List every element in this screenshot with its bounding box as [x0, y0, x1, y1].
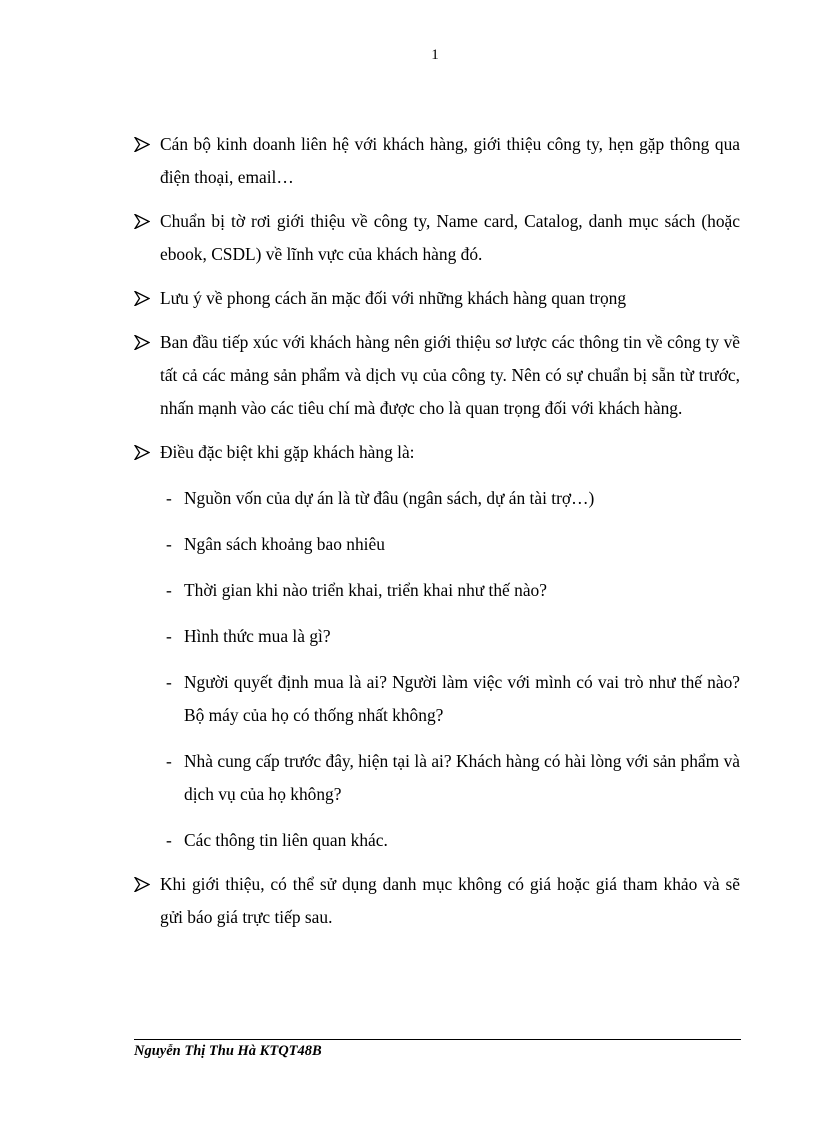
bullet-text: Cán bộ kinh doanh liên hệ với khách hàng, giới thiệu công ty, hẹn gặp thông qua điện thoại, email… [160, 134, 740, 187]
bullet-text: Khi giới thiệu, có thể sử dụng danh mục không có giá hoặc giá tham khảo và sẽ gửi báo giá trực tiếp sau. [160, 874, 740, 927]
sub-item-text: Người quyết định mua là ai? Người làm việc với mình có vai trò như thế nào? Bộ máy của họ có thống nhất không? [184, 672, 740, 725]
dash-marker: - [166, 672, 172, 692]
dash-marker: - [166, 830, 172, 850]
sub-item [164, 666, 740, 732]
bullet-item [134, 436, 740, 469]
dash-marker: - [166, 751, 172, 771]
arrow-bullet-icon [134, 335, 150, 350]
arrow-bullet-icon [134, 877, 150, 892]
bullet-item [134, 868, 740, 934]
bullet-item [134, 326, 740, 425]
sub-item-text: Hình thức mua là gì? [184, 626, 331, 646]
dash-marker: - [166, 534, 172, 554]
sub-item-text: Nguồn vốn của dự án là từ đâu (ngân sách, dự án tài trợ…) [184, 488, 595, 508]
sub-item-text: Thời gian khi nào triển khai, triển khai như thế nào? [184, 580, 547, 600]
document-body [134, 128, 740, 934]
bullet-text: Điều đặc biệt khi gặp khách hàng là: [160, 442, 415, 462]
sub-item [164, 528, 740, 561]
bullet-text: Lưu ý về phong cách ăn mặc đối với những khách hàng quan trọng [160, 288, 627, 308]
sub-item-text: Ngân sách khoảng bao nhiêu [184, 534, 385, 554]
sub-item [164, 574, 740, 607]
dash-marker: - [166, 488, 172, 508]
sub-item [164, 824, 740, 857]
arrow-bullet-icon [134, 445, 150, 460]
arrow-bullet-icon [134, 291, 150, 306]
sub-item [164, 745, 740, 811]
dash-marker: - [166, 580, 172, 600]
page-number: 1 [431, 47, 439, 63]
arrow-bullet-icon [134, 137, 150, 152]
bullet-item [134, 128, 740, 194]
footer-divider [134, 1039, 741, 1040]
sub-item [164, 482, 740, 515]
arrow-bullet-icon [134, 214, 150, 229]
bullet-item [134, 282, 740, 315]
sub-item-text: Nhà cung cấp trước đây, hiện tại là ai? Khách hàng có hài lòng với sản phẩm và dịch vụ của họ không? [184, 751, 740, 804]
sub-item [164, 620, 740, 653]
bullet-text: Ban đầu tiếp xúc với khách hàng nên giới thiệu sơ lược các thông tin về công ty về tất cả các mảng sản phẩm và dịch vụ của công ty. Nên có sự chuẩn bị sẵn từ trước, nhấn mạnh vào các tiêu chí mà được cho là quan trọng đối với khách hàng. [160, 332, 740, 418]
sub-item-text: Các thông tin liên quan khác. [184, 830, 388, 850]
footer-author: Nguyễn Thị Thu Hà KTQT48B [134, 1043, 322, 1059]
bullet-text: Chuẩn bị tờ rơi giới thiệu về công ty, Name card, Catalog, danh mục sách (hoặc ebook, CSDL) về lĩnh vực của khách hàng đó. [160, 211, 740, 264]
dash-marker: - [166, 626, 172, 646]
bullet-item [134, 205, 740, 271]
